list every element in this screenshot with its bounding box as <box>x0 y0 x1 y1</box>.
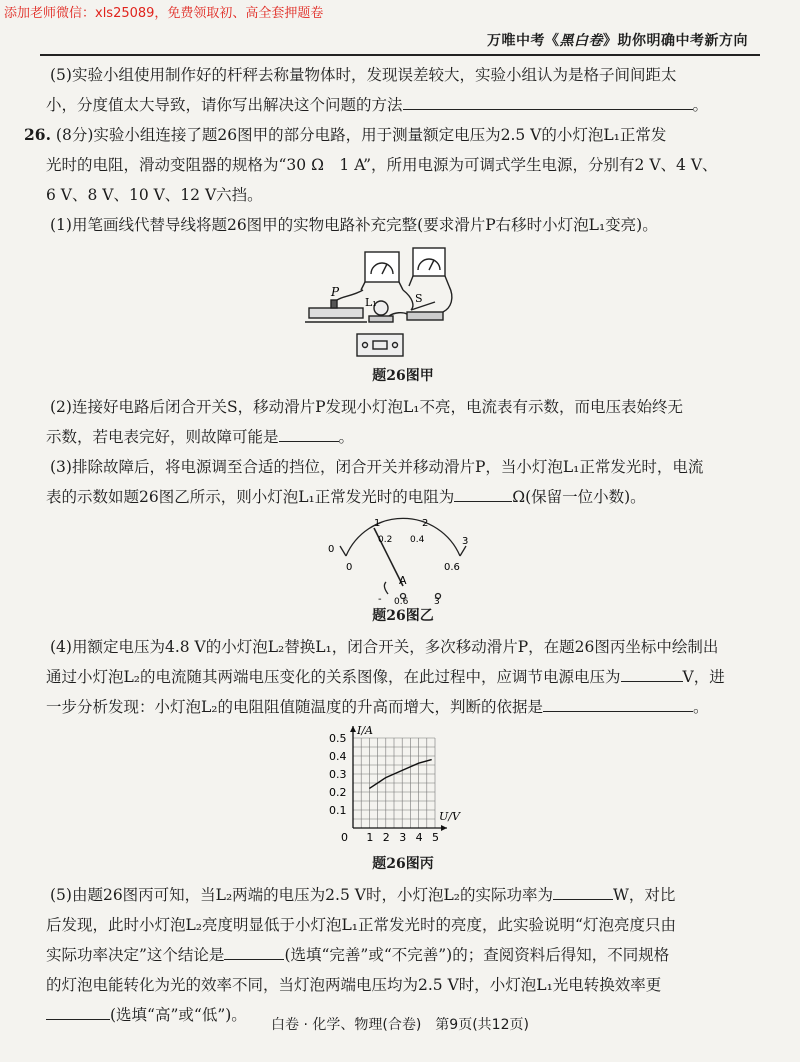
terminal-3: 3 <box>434 597 440 604</box>
y-tick-label: 0.1 <box>329 804 347 817</box>
y-axis-arrow <box>350 726 356 732</box>
q26-part5-text3: 实际功率决定”这个结论是 <box>46 946 225 964</box>
y-axis-label: I/A <box>357 724 373 737</box>
q26-part2-end: 。 <box>338 428 355 446</box>
q26-intro3: 6 V、8 V、10 V、12 V六挡。 <box>46 186 263 204</box>
page-header <box>487 30 748 50</box>
dial-tick-bottom-0-4: 0.4 <box>410 535 425 545</box>
q26-part3-line1: (3)排除故障后，将电源调至合适的挡位，闭合开关并移动滑片P，当小灯泡L₁正常发光时，电流 <box>50 458 704 476</box>
answer-blank-fault[interactable] <box>279 423 339 442</box>
answer-blank-power[interactable] <box>553 881 613 900</box>
iu-graph <box>313 724 493 852</box>
x-axis-label: U/V <box>439 810 460 823</box>
q26-part5-text5: (选填“高”或“低”)。 <box>110 1006 247 1024</box>
q26-part2-line2 <box>46 422 760 452</box>
x-tick-label: 1 <box>366 831 374 844</box>
dial-tick-top-3: 3 <box>462 536 469 547</box>
q26-part4-line2 <box>46 662 760 692</box>
ammeter-icon <box>413 248 445 276</box>
q26-part3-end: Ω(保留一位小数)。 <box>512 488 646 506</box>
q26-part4-text2: 通过小灯泡L₂的电流随其两端电压变化的关系图像，在此过程中，应调节电源电压为 <box>46 668 621 686</box>
y-tick-label: 0.4 <box>329 750 347 763</box>
answer-blank-voltage[interactable] <box>621 663 683 682</box>
answer-blank-conclusion[interactable] <box>224 941 284 960</box>
y-tick-label: 0.5 <box>329 732 347 745</box>
circuit-figure <box>303 246 503 364</box>
ammeter-dial-figure <box>328 516 478 604</box>
figure-c-caption: 题26图丙 <box>372 856 434 872</box>
q25-5-line2-text: 小，分度值太大导致，请你写出解决这个问题的方法 <box>46 96 403 114</box>
rheostat-coil <box>309 308 363 318</box>
q26-part5-text1-end: W，对比 <box>612 886 676 904</box>
answer-blank-basis[interactable] <box>543 693 693 712</box>
x-tick-label: 2 <box>382 831 390 844</box>
q26-part2-line1: (2)连接好电路后闭合开关S，移动滑片P发现小灯泡L₁不亮，电流表有示数，而电压表始终无 <box>50 398 684 416</box>
q26-part5-text3-end: (选填“完善”或“不完善”)的；查阅资料后得知，不同规格 <box>284 946 670 964</box>
label-s: S <box>415 292 423 305</box>
q26-intro2: 光时的电阻，滑动变阻器的规格为“30 Ω 1 A”，所用电源为可调式学生电源，分别有2 V、4 V、 <box>46 156 718 174</box>
q26-part4-line3 <box>46 692 760 722</box>
terminal-minus: - <box>378 594 382 604</box>
x-axis-arrow <box>441 825 447 831</box>
voltmeter-icon <box>365 252 399 282</box>
x-tick-label: 4 <box>415 831 423 844</box>
answer-blank-resistance[interactable] <box>454 483 512 502</box>
q26-part4-text3-end: 。 <box>693 698 709 716</box>
answer-blank-q25-5[interactable] <box>403 91 693 110</box>
q26-part5-line1 <box>46 880 760 910</box>
page-footer: 白卷 · 化学、物理(合卷) 第9页(共12页) <box>271 1017 529 1033</box>
power-supply-icon <box>357 334 403 356</box>
switch-s-icon[interactable] <box>407 312 443 320</box>
q26-part5-line2: 后发现，此时小灯泡L₂亮度明显低于小灯泡L₁正常发光时的亮度，此实验说明“灯泡亮度只由 <box>46 916 676 934</box>
dial-tick-bottom-0-2: 0.2 <box>378 535 393 545</box>
label-p: P <box>331 285 340 299</box>
dial-tick-top-1: 1 <box>374 518 381 529</box>
q26-part3-line2 <box>46 482 760 512</box>
watermark-text: 添加老师微信：xls25089，免费领取初、高全套押题卷 <box>4 6 324 21</box>
x-tick-label: 3 <box>399 831 407 844</box>
rheostat-slider[interactable] <box>331 300 337 308</box>
figure-b-caption: 题26图乙 <box>372 608 434 624</box>
q25-5-line2-end: 。 <box>692 96 709 114</box>
dial-zero-top: 0 <box>328 544 335 555</box>
q26-number: 26. <box>24 125 51 144</box>
dial-tick-bottom-0-6: 0.6 <box>444 562 460 573</box>
dial-tick-bottom-0: 0 <box>346 562 353 573</box>
q26-intro-line1 <box>24 120 760 150</box>
dial-tick-top-2: 2 <box>422 518 429 529</box>
question-content <box>24 60 760 1030</box>
q26-part4-line1: (4)用额定电压为4.8 V的小灯泡L₂替换L₁，闭合开关，多次移动滑片P，在题26图丙坐标中绘制出 <box>50 638 719 656</box>
terminal-0-6: 0.6 <box>394 597 409 604</box>
q26-part5-line3 <box>46 940 760 970</box>
q26-part3-text: 表的示数如题26图乙所示，则小灯泡L₁正常发光时的电阻为 <box>46 488 455 506</box>
q26-part5-line4: 的灯泡电能转化为光的效率不同，当灯泡两端电压均为2.5 V时，小灯泡L₁光电转换效率更 <box>46 976 662 994</box>
q26-part4-text2-end: V，进 <box>682 668 725 686</box>
q26-part1: (1)用笔画线代替导线将题26图甲的实物电路补充完整(要求滑片P右移时小灯泡L₁变亮)。 <box>50 216 658 234</box>
header-brand: 黑白卷 <box>559 33 603 49</box>
x-tick-label: 5 <box>432 831 439 844</box>
q26-part4-text3: 一步分析发现：小灯泡L₂的电阻阻值随温度的升高而增大，判断的依据是 <box>46 698 544 716</box>
figure-a-caption: 题26图甲 <box>372 368 434 384</box>
q26-part5-text1: (5)由题26图丙可知，当L₂两端的电压为2.5 V时，小灯泡L₂的实际功率为 <box>50 886 553 904</box>
q25-5-line2 <box>46 90 760 120</box>
y-tick-label: 0.2 <box>329 786 347 799</box>
dial-unit: A <box>399 574 407 587</box>
y-tick-label: 0.3 <box>329 768 347 781</box>
header-prefix: 万唯中考《 <box>487 33 560 49</box>
label-l1: L₁ <box>365 296 377 309</box>
q26-part2-text: 示数，若电表完好，则故障可能是 <box>46 428 279 446</box>
header-rule <box>40 54 760 56</box>
q26-intro1: (8分)实验小组连接了题26图甲的部分电路，用于测量额定电压为2.5 V的小灯泡L₁正常发 <box>55 126 667 144</box>
origin-label: 0 <box>341 831 348 844</box>
header-suffix: 》助你明确中考新方向 <box>603 33 748 49</box>
q25-5-line1: (5)实验小组使用制作好的杆秤去称量物体时，发现误差较大，实验小组认为是格子间间距太 <box>50 66 677 84</box>
